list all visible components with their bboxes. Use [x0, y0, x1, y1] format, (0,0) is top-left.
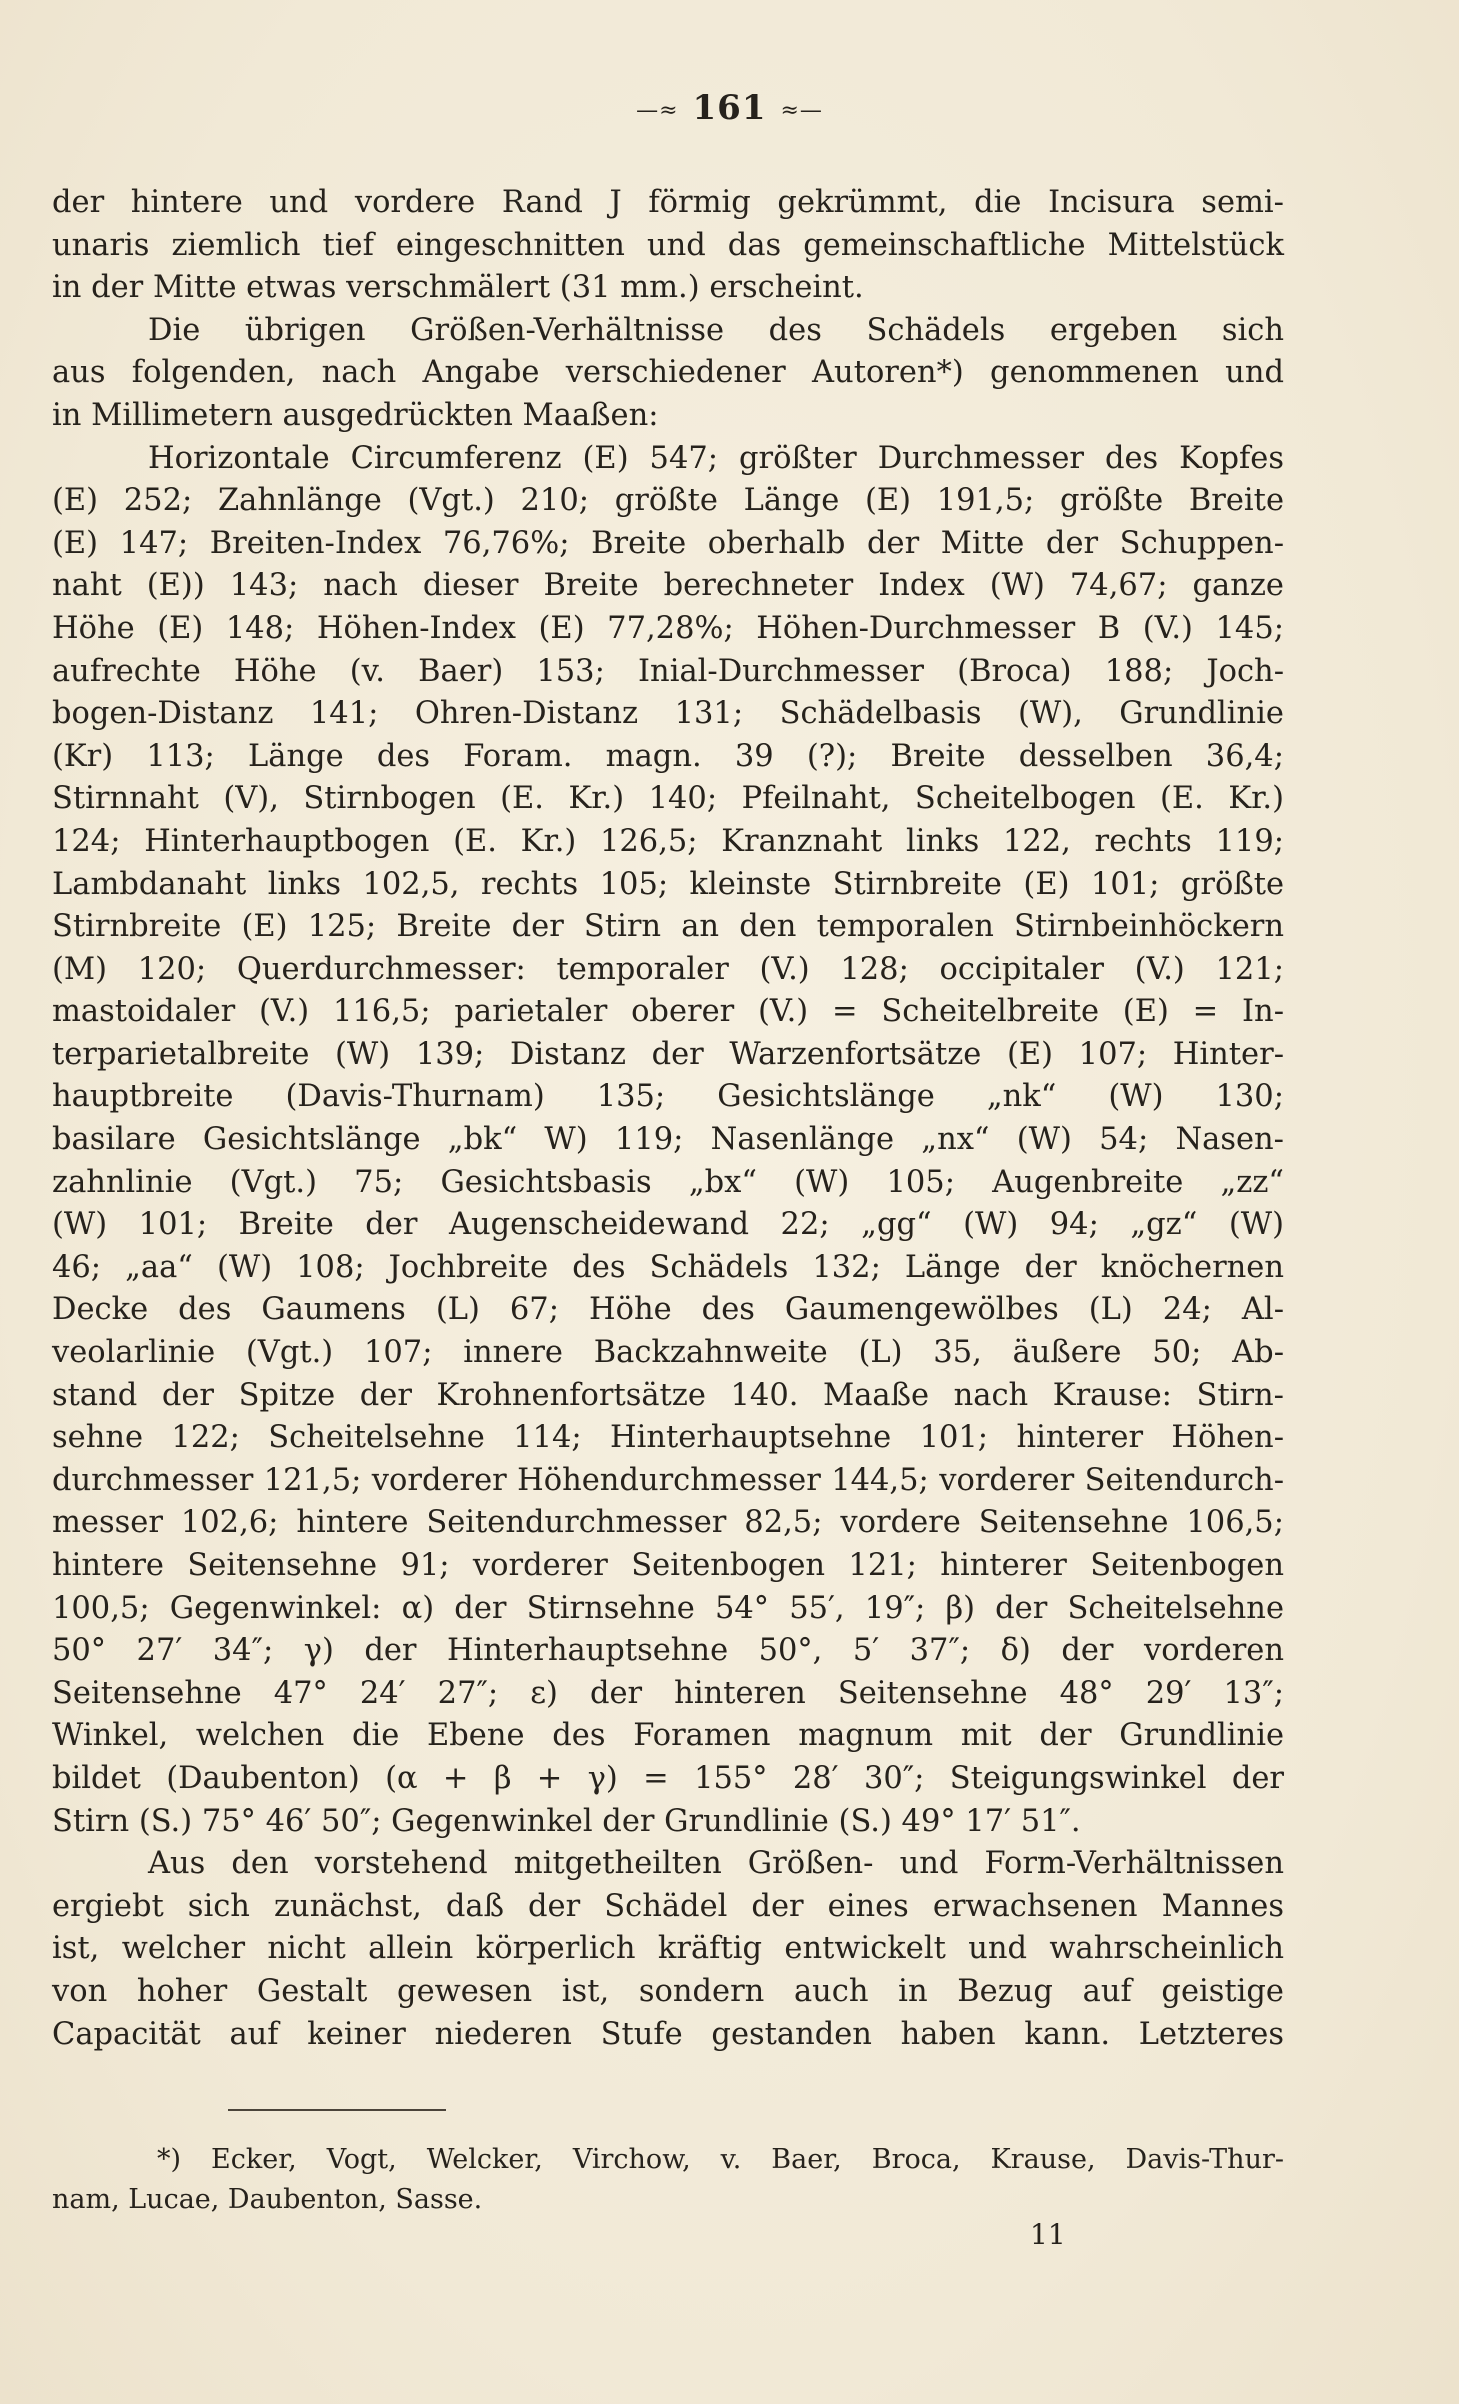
text-line: durchmesser 121,5; vorderer Höhendurchmesser 144,5; vorderer Seitendurch- [52, 1462, 1284, 1498]
page-number: 161 [692, 88, 767, 128]
text-line: (W) 101; Breite der Augenscheidewand 22; „gg“ (W) 94; „gz“ (W) [52, 1207, 1284, 1243]
text-line: (E) 147; Breiten-Index 76,76%; Breite oberhalb der Mitte der Schuppen- [52, 525, 1284, 561]
text-line: basilare Gesichtslänge „bk“ W) 119; Nasenlänge „nx“ (W) 54; Nasen- [52, 1122, 1284, 1158]
text-line: sehne 122; Scheitelsehne 114; Hinterhauptsehne 101; hinterer Höhen- [52, 1420, 1284, 1456]
text-line: Decke des Gaumens (L) 67; Höhe des Gaumengewölbes (L) 24; Al- [52, 1292, 1284, 1328]
footnote-rule [228, 2109, 446, 2111]
text-line: terparietalbreite (W) 139; Distanz der Warzenfortsätze (E) 107; Hinter- [52, 1036, 1284, 1072]
text-line: Capacität auf keiner niederen Stufe gestanden haben kann. Letzteres [52, 2016, 1284, 2052]
text-line: Winkel, welchen die Ebene des Foramen magnum mit der Grundlinie [52, 1718, 1284, 1754]
header-ornament-right: ≈— [780, 97, 823, 123]
text-line: bogen-Distanz 141; Ohren-Distanz 131; Schädelbasis (W), Grundlinie [52, 696, 1284, 732]
text-line: Seitensehne 47° 24′ 27″; ε) der hinteren Seitensehne 48° 29′ 13″; [52, 1675, 1284, 1711]
text-line: 100,5; Gegenwinkel: α) der Stirnsehne 54° 55′, 19″; β) der Scheitelsehne [52, 1590, 1284, 1626]
text-line: Stirn (S.) 75° 46′ 50″; Gegenwinkel der Grundlinie (S.) 49° 17′ 51″. [52, 1803, 1081, 1839]
text-line: stand der Spitze der Krohnenfortsätze 140. Maaße nach Krause: Stirn- [52, 1377, 1284, 1413]
text-line: ist, welcher nicht allein körperlich kräftig entwickelt und wahrscheinlich [52, 1931, 1284, 1967]
text-line: hauptbreite (Davis-Thurnam) 135; Gesichtslänge „nk“ (W) 130; [52, 1079, 1284, 1115]
text-line: der hintere und vordere Rand J förmig gekrümmt, die Incisura semi- [52, 185, 1284, 220]
text-line: messer 102,6; hintere Seitendurchmesser 82,5; vordere Seitensehne 106,5; [52, 1505, 1284, 1541]
text-line: in Millimetern ausgedrückten Maaßen: [52, 397, 659, 433]
text-line: (M) 120; Querdurchmesser: temporaler (V.) 128; occipitaler (V.) 121; [52, 951, 1284, 987]
text-line: aus folgenden, nach Angabe verschiedener Autoren*) genommenen und [52, 355, 1284, 391]
text-line: unaris ziemlich tief eingeschnitten und das gemeinschaftliche Mittelstück [52, 227, 1284, 263]
text-line: 50° 27′ 34″; γ) der Hinterhauptsehne 50°, 5′ 37″; δ) der vorderen [52, 1633, 1284, 1669]
footnote-line: nam, Lucae, Daubenton, Sasse. [52, 2184, 483, 2215]
text-line: aufrechte Höhe (v. Baer) 153; Inial-Durchmesser (Broca) 188; Joch- [52, 653, 1284, 689]
text-line: (Kr) 113; Länge des Foram. magn. 39 (?); Breite desselben 36,4; [52, 738, 1284, 774]
text-line: Höhe (E) 148; Höhen-Index (E) 77,28%; Höhen-Durchmesser B (V.) 145; [52, 610, 1284, 646]
header-ornament-left: —≈ [636, 97, 679, 123]
text-line: in der Mitte etwas verschmälert (31 mm.) erscheint. [52, 270, 864, 306]
text-line: Aus den vorstehend mitgetheilten Größen- und Form-Verhältnissen [148, 1846, 1284, 1882]
signature-mark: 11 [1030, 2218, 1066, 2251]
text-line: Horizontale Circumferenz (E) 547; größter Durchmesser des Kopfes [148, 440, 1284, 476]
text-line: (E) 252; Zahnlänge (Vgt.) 210; größte Länge (E) 191,5; größte Breite [52, 483, 1284, 519]
footnote [52, 2140, 1284, 2220]
text-line: 124; Hinterhauptbogen (E. Kr.) 126,5; Kranznaht links 122, rechts 119; [52, 823, 1284, 859]
text-line: hintere Seitensehne 91; vorderer Seitenbogen 121; hinterer Seitenbogen [52, 1548, 1284, 1583]
text-line: zahnlinie (Vgt.) 75; Gesichtsbasis „bx“ (W) 105; Augenbreite „zz“ [52, 1164, 1284, 1200]
text-line: veolarlinie (Vgt.) 107; innere Backzahnweite (L) 35, äußere 50; Ab- [52, 1335, 1284, 1371]
footnote-line: *) Ecker, Vogt, Welcker, Virchow, v. Baer, Broca, Krause, Davis-Thur- [157, 2144, 1284, 2175]
text-line: 46; „aa“ (W) 108; Jochbreite des Schädels 132; Länge der knöchernen [52, 1249, 1284, 1285]
text-line: ergiebt sich zunächst, daß der Schädel der eines erwachsenen Mannes [52, 1888, 1284, 1924]
text-line: Stirnbreite (E) 125; Breite der Stirn an den temporalen Stirnbeinhöckern [52, 909, 1284, 945]
text-line: von hoher Gestalt gewesen ist, sondern auch in Bezug auf geistige [52, 1973, 1284, 2009]
page-header [0, 88, 1459, 128]
text-line: Die übrigen Größen-Verhältnisse des Schädels ergeben sich [148, 312, 1284, 348]
text-line: mastoidaler (V.) 116,5; parietaler oberer (V.) = Scheitelbreite (E) = In- [52, 994, 1284, 1030]
text-line: Stirnnaht (V), Stirnbogen (E. Kr.) 140; Pfeilnaht, Scheitelbogen (E. Kr.) [52, 781, 1284, 817]
text-line: Lambdanaht links 102,5, rechts 105; kleinste Stirnbreite (E) 101; größte [52, 866, 1284, 902]
text-line: bildet (Daubenton) (α + β + γ) = 155° 28′ 30″; Steigungswinkel der [52, 1760, 1284, 1796]
text-line: naht (E)) 143; nach dieser Breite berechneter Index (W) 74,67; ganze [52, 568, 1284, 604]
body-text [52, 182, 1284, 2056]
